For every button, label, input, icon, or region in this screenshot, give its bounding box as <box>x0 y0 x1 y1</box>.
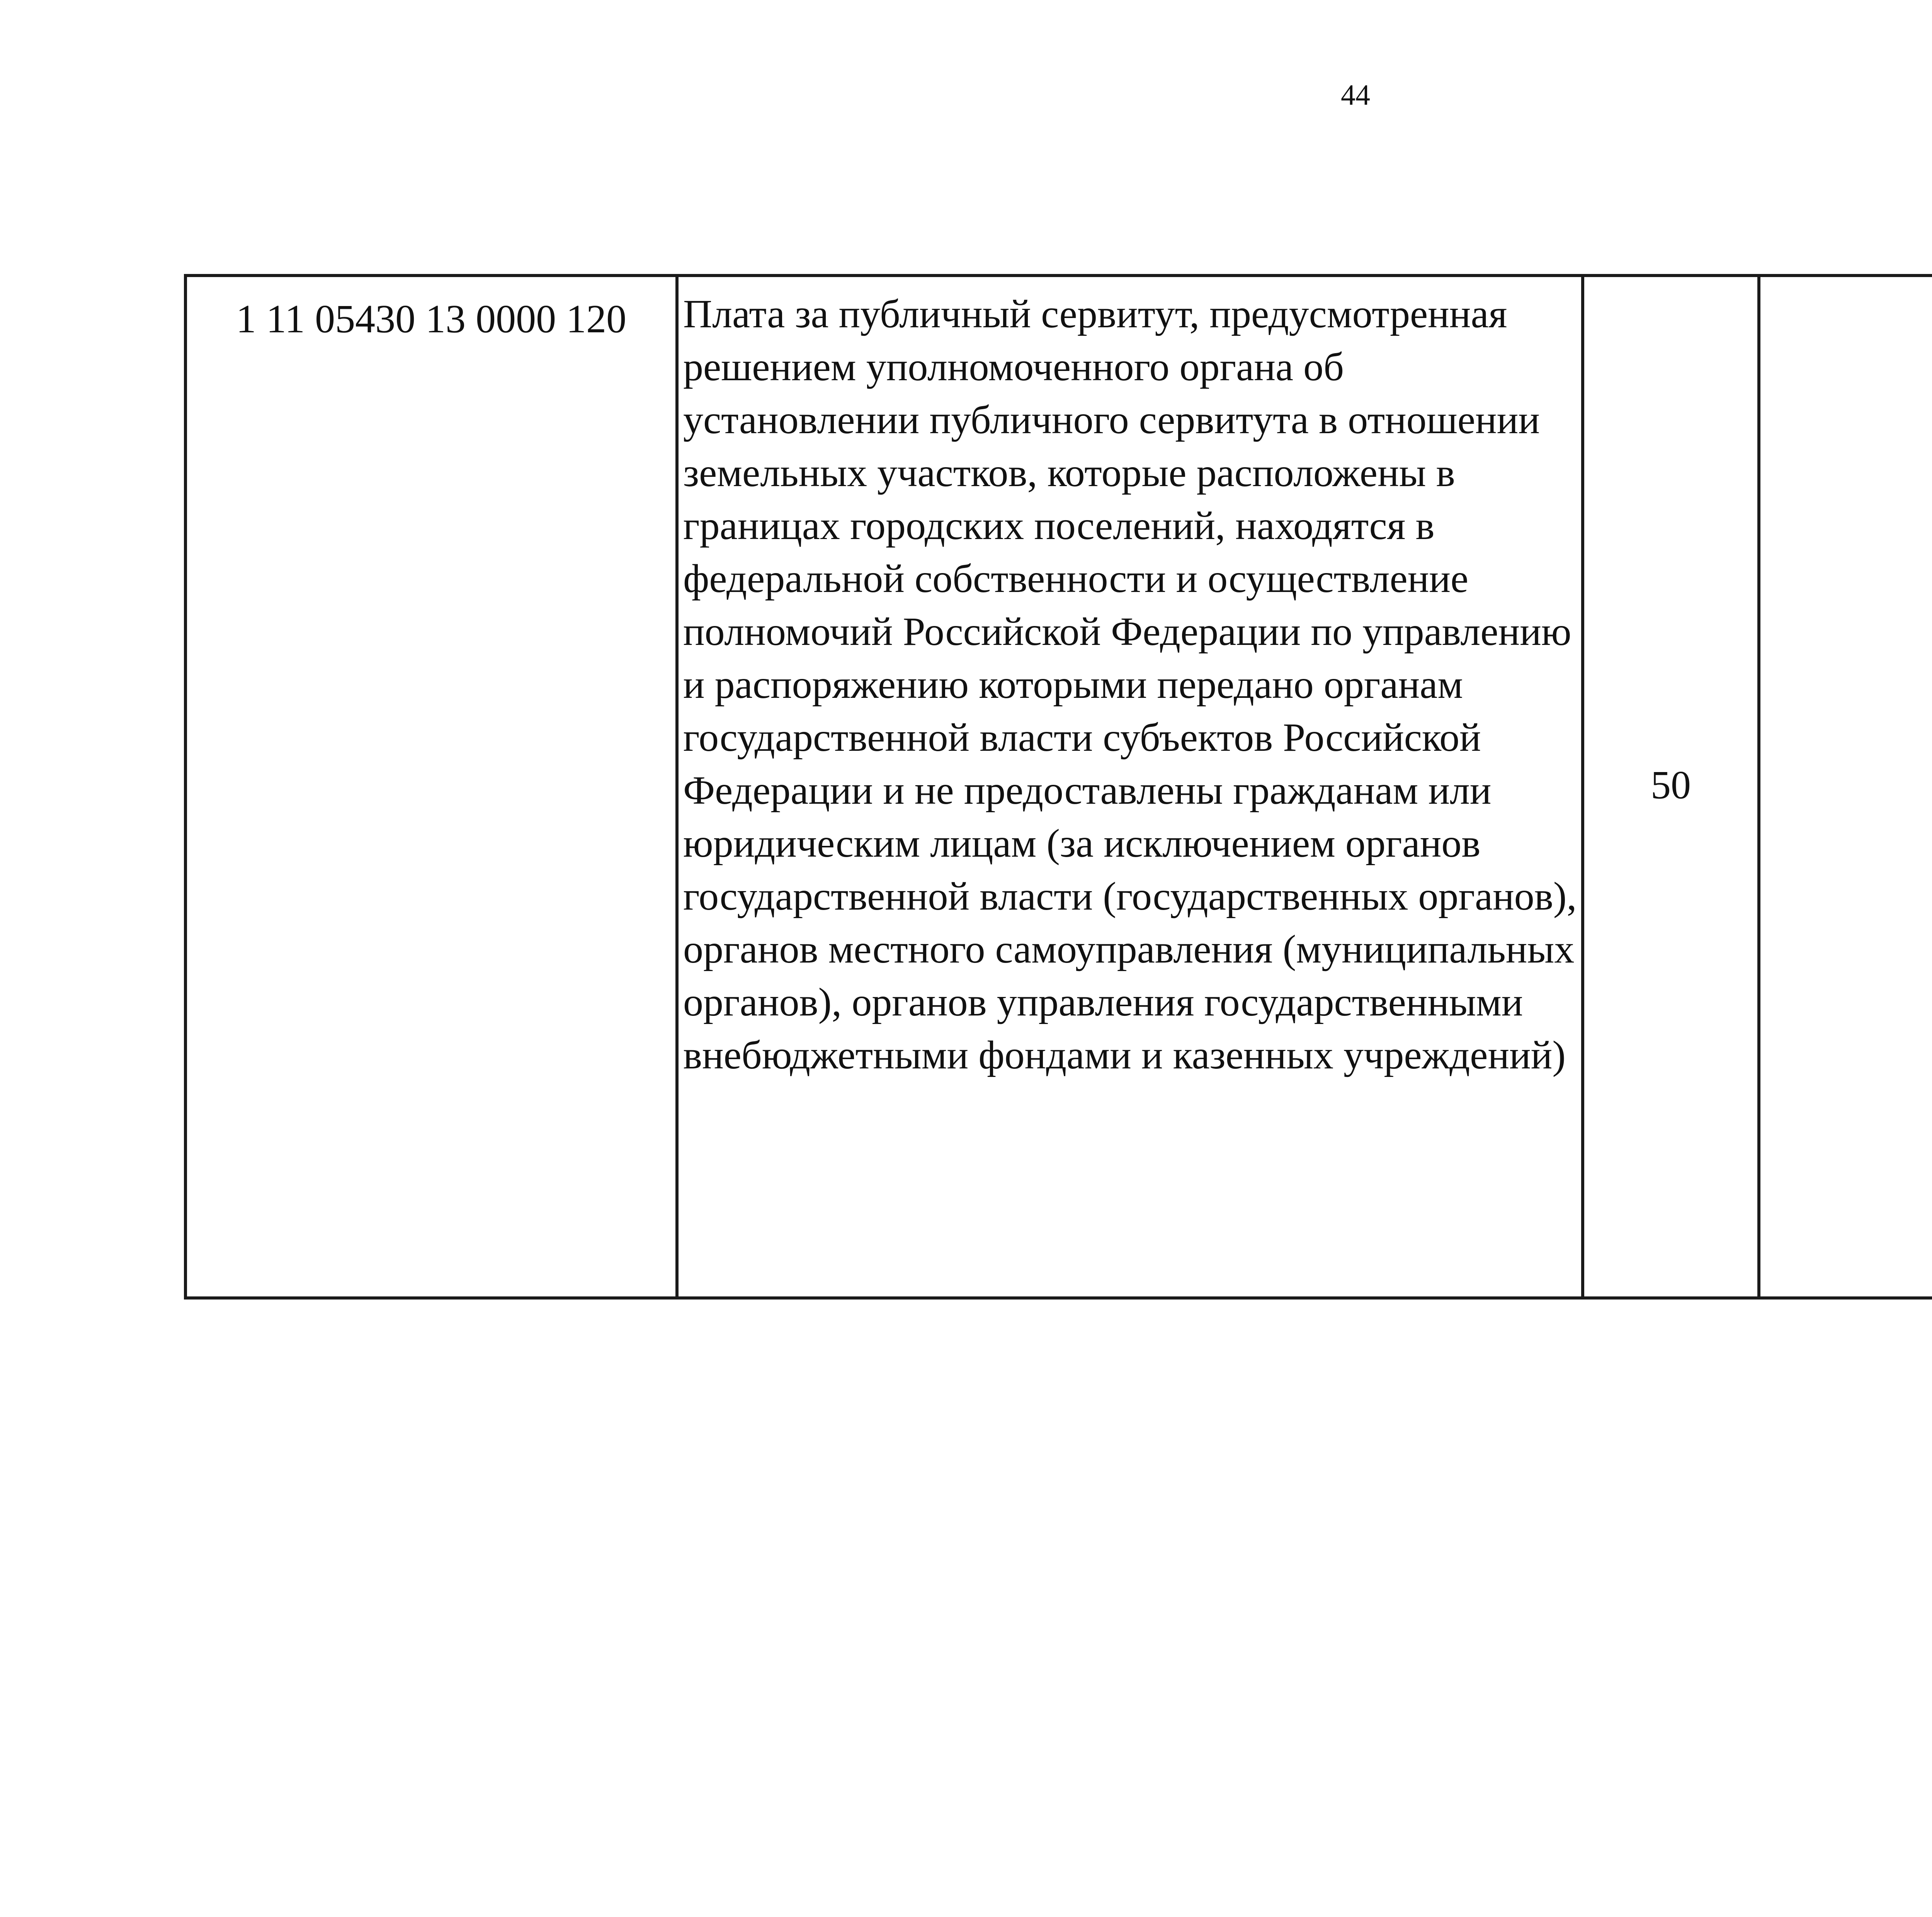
revenue-code: 1 11 05430 13 0000 120 <box>236 297 627 341</box>
amount-cell-2 <box>1759 276 1932 1298</box>
amount-cell-1 <box>1583 276 1759 1298</box>
amount-value-1: 50 <box>1651 762 1691 807</box>
page-number: 44 <box>1341 79 1370 111</box>
description-cell <box>677 276 1583 1298</box>
revenue-table <box>184 274 1932 1300</box>
revenue-code-cell <box>185 276 677 1298</box>
revenue-description: Плата за публичный сервитут, предусмотренная решением уполномоченного органа об установлении публичного сервитута в отношении земельных участков, которые расположены в границах городских поселений, находятся в федеральной собственности и осуществление полномочий Российской Федерации по управлению и распоряжению которыми передано органам государственной власти субъектов Российской Федерации и не предоставлены гражданам или юридическим лицам (за исключением органов государственной власти (государственных органов), органов местного самоуправления (муниципальных органов), органов управления государственными внебюджетными фондами и казенных учреждений) <box>683 292 1577 1077</box>
table-row <box>185 276 1932 1298</box>
